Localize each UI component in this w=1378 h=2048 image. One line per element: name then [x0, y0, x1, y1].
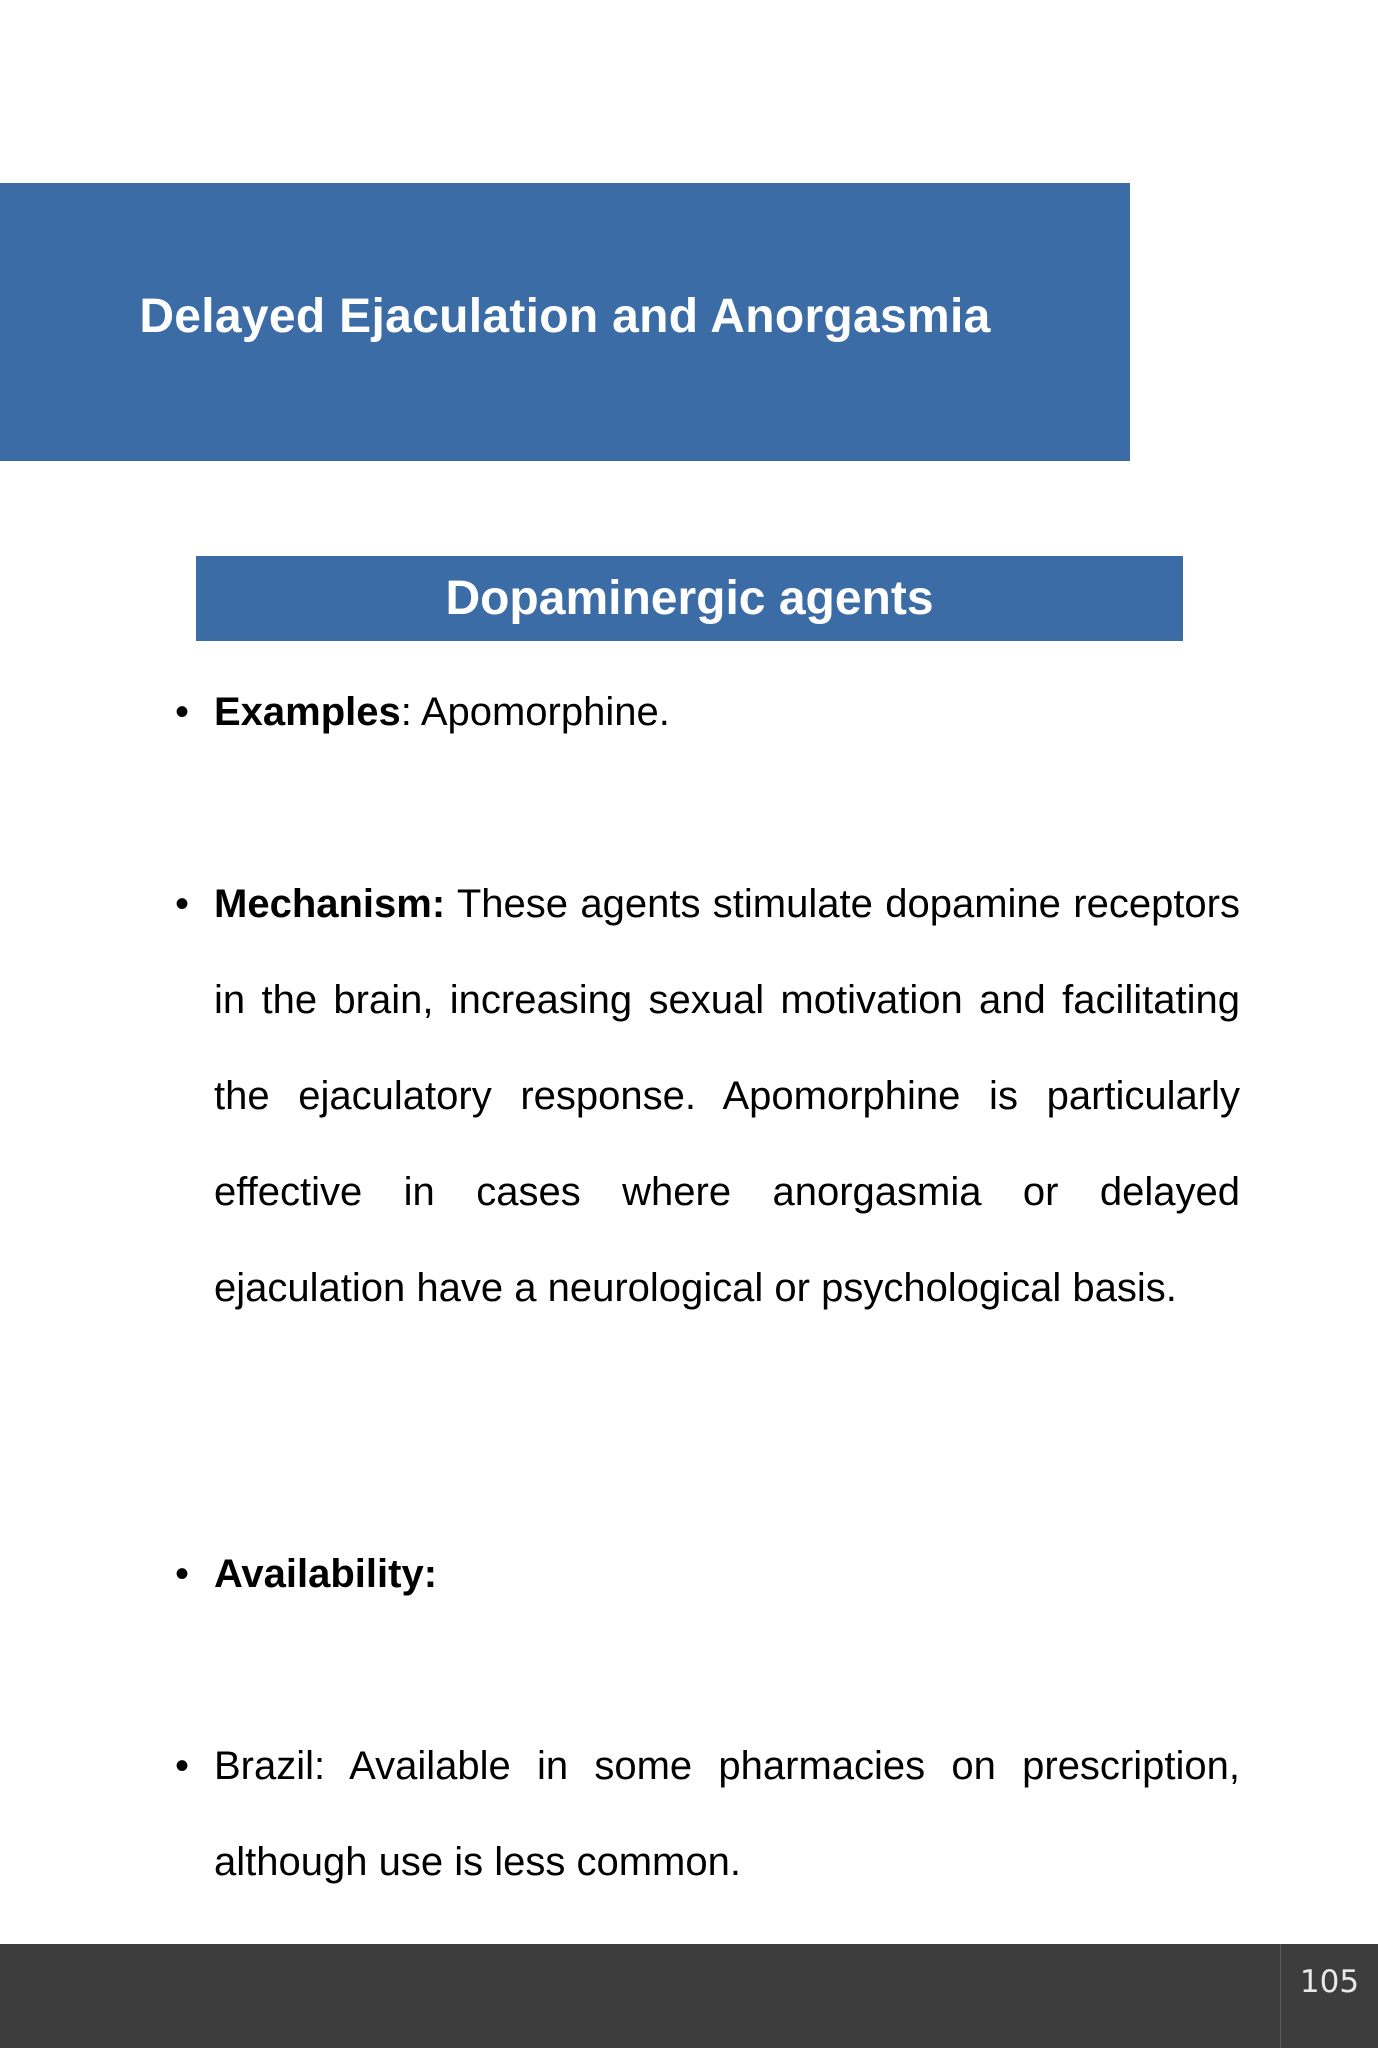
bullet-dot: • [175, 1552, 190, 1596]
section-title-banner [196, 556, 1183, 641]
bullet-examples [175, 664, 1240, 760]
chapter-title: Delayed Ejaculation and Anorgasmia [139, 289, 991, 343]
bullet-text: Brazil: Available in some pharmacies on prescription, although use is less common. [214, 1744, 1240, 1884]
page-number-box [1280, 1944, 1378, 2048]
bullet-dot: • [175, 1744, 190, 1788]
page-footer [0, 1944, 1378, 2048]
bullet-text: Apomorphine. [420, 690, 670, 734]
bullet-separator: : [400, 690, 421, 734]
bullet-content [214, 1718, 1240, 1910]
bullet-label: Availability: [214, 1552, 438, 1596]
bullet-brazil [175, 1718, 1240, 1910]
bullet-content [214, 1526, 1240, 1622]
bullet-label: Mechanism: [214, 882, 446, 926]
bullet-content [214, 856, 1240, 1336]
bullet-separator [445, 882, 457, 926]
bullet-availability [175, 1526, 1240, 1622]
bullet-dot: • [175, 690, 190, 734]
section-title: Dopaminergic agents [445, 572, 934, 625]
bullet-content [214, 664, 1240, 760]
bullet-dot: • [175, 882, 190, 926]
bullet-label: Examples [214, 690, 401, 734]
bullet-text: These agents stimulate dopamine receptors in the brain, increasing sexual motivation and facilitating the ejaculatory response. Apomorphine is particularly effective in cases where anorgasmia or delayed ejaculation have a neurological or psychological basis. [214, 882, 1241, 1310]
chapter-title-banner [0, 183, 1130, 461]
bullet-mechanism [175, 856, 1240, 1336]
page-number: 105 [1299, 1964, 1360, 2000]
